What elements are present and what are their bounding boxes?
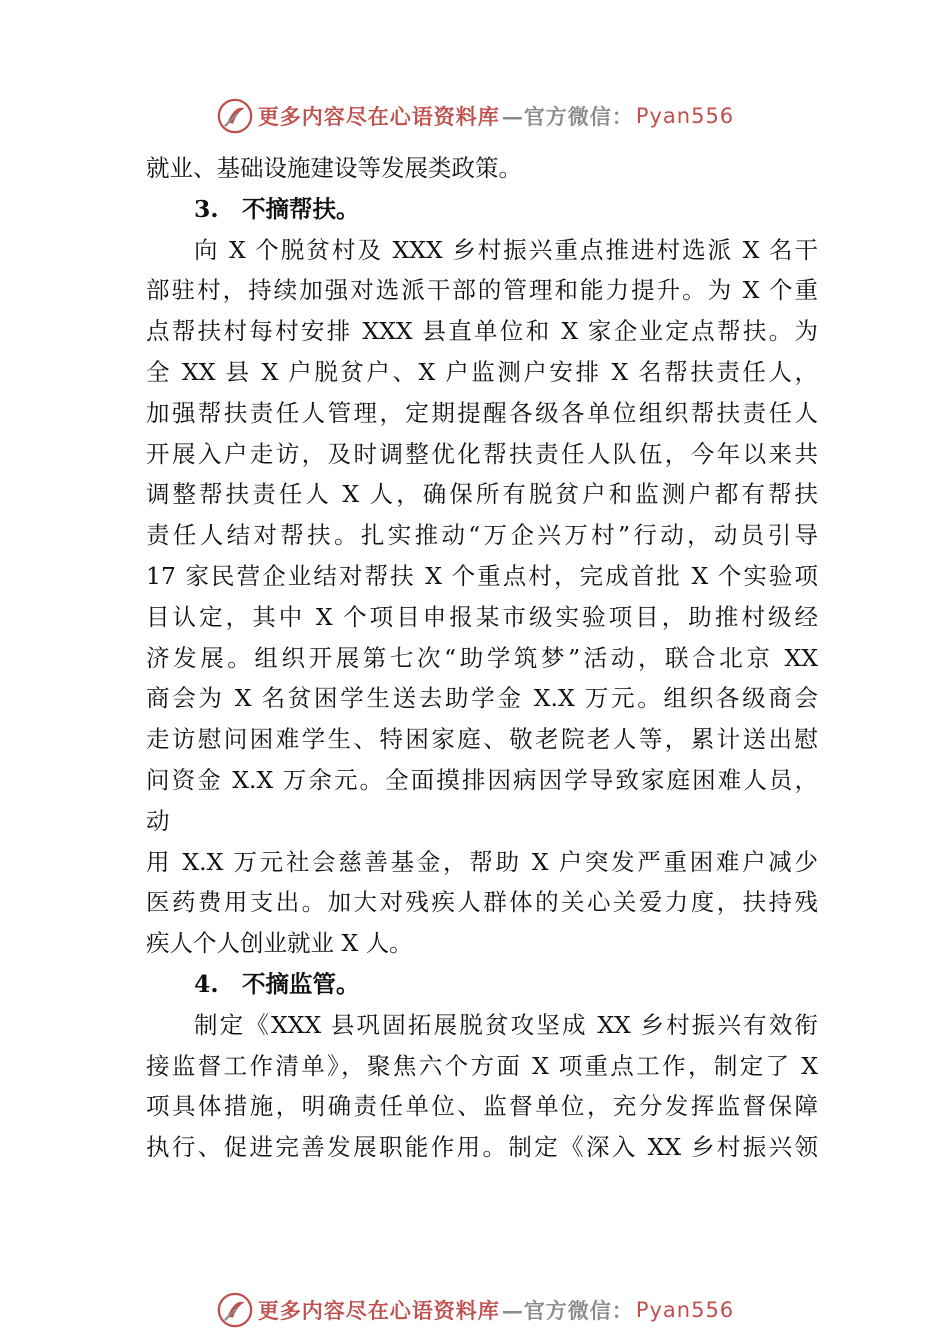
text-line: 目认定，其中 X 个项目申报某市级实验项目，助推村级经: [146, 602, 818, 631]
logo-icon: [216, 97, 254, 135]
document-body: [146, 148, 818, 1168]
watermark-wechat-id: Pyan556: [635, 1298, 735, 1322]
text-line: 加强帮扶责任人管理，定期提醒各级各单位组织帮扶责任人: [146, 398, 818, 427]
text-line: 走访慰问困难学生、特困家庭、敬老院老人等，累计送出慰: [146, 725, 818, 754]
text-line: 动: [146, 806, 170, 835]
logo-icon: [216, 1291, 254, 1329]
text-line: 向 X 个脱贫村及 XXX 乡村振兴重点推进村选派 X 名干: [194, 235, 818, 264]
watermark-separator: —官方微信：: [501, 1298, 634, 1323]
text-line: 医药费用支出。加大对残疾人群体的关心关爱力度，扶持残: [146, 888, 818, 917]
text-line: 执行、促进完善发展职能作用。制定《深入 XX 乡村振兴领: [146, 1133, 818, 1162]
text-line: 疾人个人创业就业 X 人。: [146, 929, 413, 958]
text-line: 用 X.X 万元社会慈善基金，帮助 X 户突发严重困难户减少: [146, 847, 818, 876]
text-line: 责任人结对帮扶。扎实推动“万企兴万村”行动，动员引导: [146, 521, 818, 550]
text-line: 点帮扶村每村安排 XXX 县直单位和 X 家企业定点帮扶。为: [146, 317, 818, 346]
watermark-text: 更多内容尽在心语资料库: [257, 104, 500, 129]
text-line: 济发展。组织开展第七次“助学筑梦”活动，联合北京 XX: [146, 643, 818, 672]
watermark-text: 更多内容尽在心语资料库: [257, 1298, 500, 1323]
watermark-bottom: [0, 1290, 950, 1330]
section-heading: 3. 不摘帮扶。: [194, 194, 360, 223]
text-line: 就业、基础设施建设等发展类政策。: [146, 154, 522, 182]
text-line: 商会为 X 名贫困学生送去助学金 X.X 万元。组织各级商会: [146, 684, 818, 713]
text-line: 问资金 X.X 万余元。全面摸排因病因学导致家庭困难人员，: [146, 765, 818, 794]
section-heading: 4. 不摘监管。: [194, 969, 360, 998]
text-line: 调整帮扶责任人 X 人，确保所有脱贫户和监测户都有帮扶: [146, 480, 818, 509]
watermark-top: [0, 96, 950, 136]
watermark-separator: —官方微信：: [501, 104, 634, 129]
text-line: 17 家民营企业结对帮扶 X 个重点村，完成首批 X 个实验项: [146, 561, 818, 590]
text-line: 接监督工作清单》，聚焦六个方面 X 项重点工作，制定了 X: [146, 1051, 818, 1080]
text-line: 开展入户走访，及时调整优化帮扶责任人队伍，今年以来共: [146, 439, 818, 468]
text-line: 全 XX 县 X 户脱贫户、X 户监测户安排 X 名帮扶责任人，: [146, 357, 818, 386]
watermark-wechat-id: Pyan556: [635, 104, 735, 128]
text-line: 制定《XXX 县巩固拓展脱贫攻坚成 XX 乡村振兴有效衔: [194, 1010, 818, 1039]
text-line: 部驻村，持续加强对选派干部的管理和能力提升。为 X 个重: [146, 276, 818, 305]
text-line: 项具体措施，明确责任单位、监督单位，充分发挥监督保障: [146, 1092, 818, 1121]
